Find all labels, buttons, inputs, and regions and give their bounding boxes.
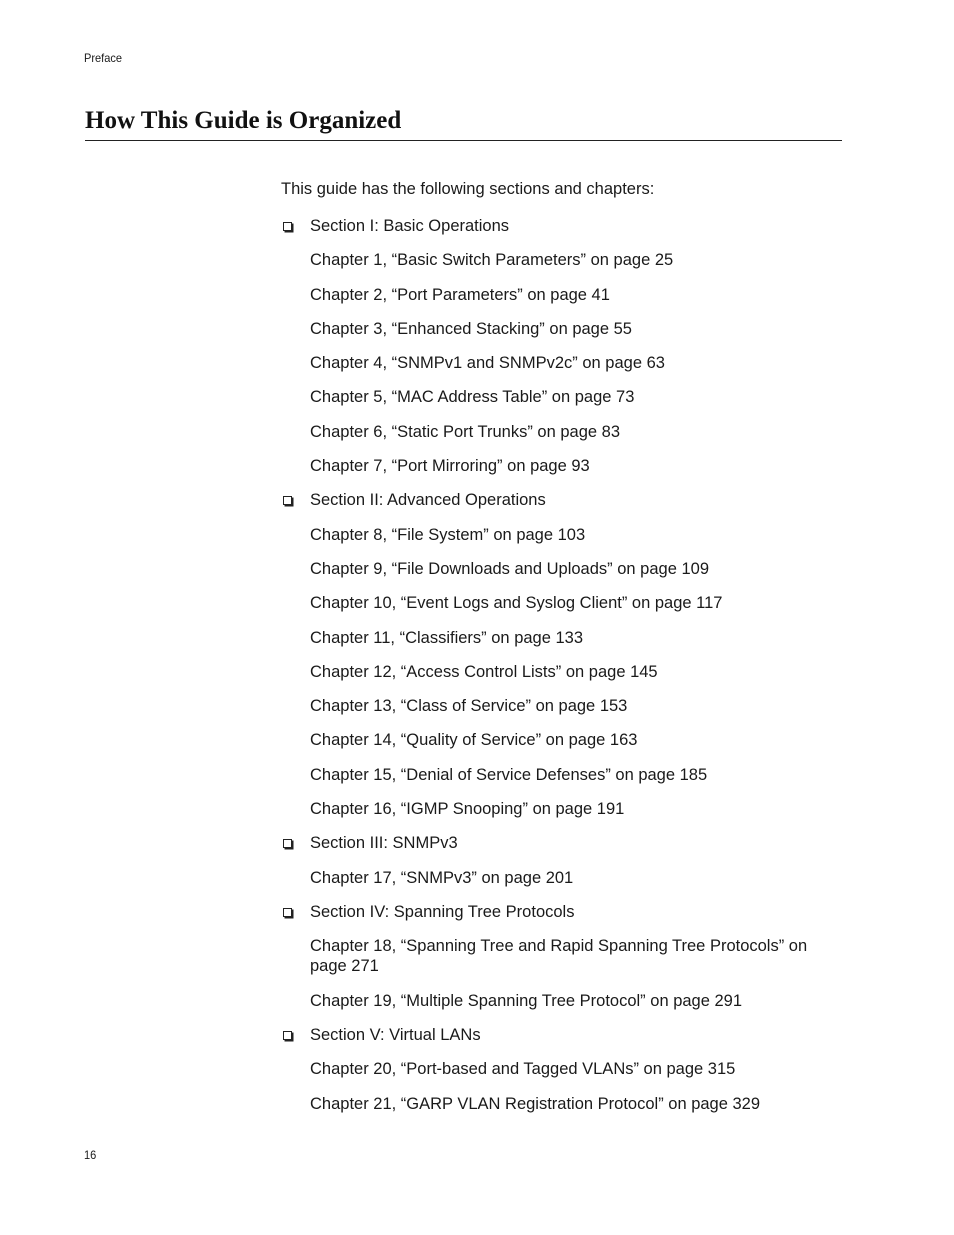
checkbox-bullet-icon (283, 222, 292, 231)
checkbox-bullet-icon (283, 839, 292, 848)
chapter-item: Chapter 8, “File System” on page 103 (310, 525, 586, 544)
chapter-item: Chapter 11, “Classifiers” on page 133 (310, 628, 584, 647)
checkbox-bullet-icon (283, 1031, 292, 1040)
chapter-item: Chapter 15, “Denial of Service Defenses” on page 185 (310, 765, 708, 784)
section-item (281, 490, 841, 510)
chapter-item: Chapter 16, “IGMP Snooping” on page 191 (310, 800, 625, 819)
checkbox-bullet-icon (283, 496, 292, 505)
chapter-item: Chapter 14, “Quality of Service” on page 163 (310, 731, 638, 750)
section-label: Section III: SNMPv3 (310, 834, 458, 853)
chapter-item: Chapter 12, “Access Control Lists” on page 145 (310, 662, 658, 681)
chapter-item: Chapter 5, “MAC Address Table” on page 73 (310, 388, 635, 407)
chapter-item: Chapter 2, “Port Parameters” on page 41 (310, 285, 610, 304)
section-item (281, 1025, 841, 1045)
chapter-item: Chapter 20, “Port-based and Tagged VLANs” on page 315 (310, 1060, 736, 1079)
section-label: Section II: Advanced Operations (310, 491, 546, 510)
chapter-item: Chapter 6, “Static Port Trunks” on page 83 (310, 422, 620, 441)
section-label: Section I: Basic Operations (310, 217, 510, 235)
chapter-item: Chapter 10, “Event Logs and Syslog Client” on page 117 (310, 594, 723, 613)
chapter-item: Chapter 4, “SNMPv1 and SNMPv2c” on page 63 (310, 354, 665, 373)
section-item (281, 833, 841, 853)
title-divider (85, 140, 842, 141)
section-item (281, 216, 841, 236)
section-item (281, 902, 841, 922)
chapter-item: Chapter 9, “File Downloads and Uploads” on page 109 (310, 559, 709, 578)
section-label: Section V: Virtual LANs (310, 1026, 481, 1045)
running-header: Preface (84, 51, 123, 65)
chapter-item: Chapter 19, “Multiple Spanning Tree Protocol” on page 291 (310, 991, 743, 1010)
chapter-item: Chapter 18, “Spanning Tree and Rapid Spanning Tree Protocols” on page 271 (310, 937, 808, 976)
chapter-item: Chapter 21, “GARP VLAN Registration Protocol” on page 329 (310, 1094, 761, 1113)
intro-paragraph: This guide has the following sections and chapters: (281, 180, 655, 198)
chapter-item: Chapter 7, “Port Mirroring” on page 93 (310, 457, 590, 476)
chapter-item: Chapter 17, “SNMPv3” on page 201 (310, 868, 574, 887)
page-number: 16 (84, 1148, 97, 1162)
chapter-item: Chapter 3, “Enhanced Stacking” on page 55 (310, 319, 632, 338)
chapter-item: Chapter 13, “Class of Service” on page 153 (310, 697, 628, 716)
table-of-contents (281, 216, 841, 1128)
chapter-item: Chapter 1, “Basic Switch Parameters” on page 25 (310, 251, 674, 270)
checkbox-bullet-icon (283, 908, 292, 917)
page-title: How This Guide is Organized (85, 107, 402, 134)
section-label: Section IV: Spanning Tree Protocols (310, 902, 575, 921)
